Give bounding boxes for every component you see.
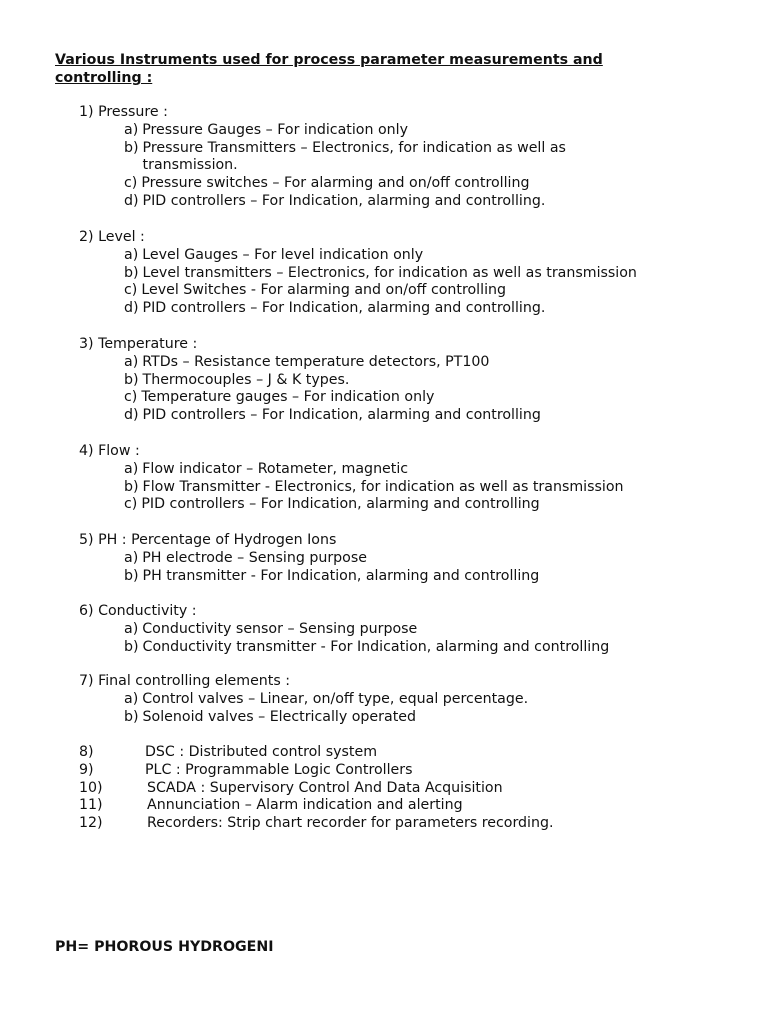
item-text: Pressure switches – For alarming and on/off controlling bbox=[141, 175, 530, 192]
item-marker: b) bbox=[124, 478, 139, 495]
item-marker: b) bbox=[124, 708, 139, 725]
item-number: 11) bbox=[79, 797, 103, 814]
item-marker: b) bbox=[124, 139, 139, 156]
list-item bbox=[124, 389, 759, 407]
item-list bbox=[79, 461, 759, 514]
item-marker: c) bbox=[124, 175, 138, 192]
list-item bbox=[124, 140, 759, 176]
item-text: Flow indicator – Rotameter, magnetic bbox=[142, 460, 409, 477]
list-item bbox=[79, 762, 759, 780]
item-text: Pressure Transmitters – Electronics, for indication as well as transmission. bbox=[142, 139, 566, 174]
list-item bbox=[124, 496, 759, 514]
list-item bbox=[124, 175, 759, 193]
section-ph bbox=[79, 532, 759, 585]
item-marker: a) bbox=[124, 353, 139, 370]
item-text: PID controllers – For Indication, alarming and controlling. bbox=[142, 300, 546, 317]
item-text: RTDs – Resistance temperature detectors, PT100 bbox=[142, 353, 490, 370]
section-flow bbox=[79, 443, 759, 514]
list-item bbox=[124, 193, 759, 211]
list-item bbox=[124, 247, 759, 265]
title-line-2: controlling : bbox=[55, 70, 153, 86]
item-list bbox=[79, 691, 759, 727]
list-item bbox=[124, 568, 759, 586]
item-marker: a) bbox=[124, 620, 139, 637]
item-text: PID controllers – For Indication, alarming and controlling bbox=[141, 496, 540, 513]
item-text: Control valves – Linear, on/off type, equal percentage. bbox=[142, 690, 529, 707]
list-item bbox=[124, 709, 759, 727]
document-title bbox=[55, 51, 695, 87]
list-item bbox=[124, 407, 759, 425]
numbered-list bbox=[79, 744, 759, 833]
list-item bbox=[124, 282, 759, 300]
list-item bbox=[124, 550, 759, 568]
section-heading: 1) Pressure : bbox=[79, 104, 168, 120]
section-heading: 4) Flow : bbox=[79, 443, 140, 459]
item-text: Conductivity transmitter - For Indication, alarming and controlling bbox=[142, 638, 610, 655]
item-marker: b) bbox=[124, 638, 139, 655]
section-temperature bbox=[79, 336, 759, 425]
item-list bbox=[79, 122, 759, 211]
item-marker: a) bbox=[124, 549, 139, 566]
item-list bbox=[79, 621, 759, 657]
item-text: Solenoid valves – Electrically operated bbox=[142, 708, 416, 725]
item-number: 9) bbox=[79, 761, 94, 778]
item-text: Thermocouples – J & K types. bbox=[142, 371, 350, 388]
list-item bbox=[79, 797, 759, 815]
item-marker: b) bbox=[124, 371, 139, 388]
item-marker: b) bbox=[124, 264, 139, 281]
item-text: PH transmitter - For Indication, alarming and controlling bbox=[142, 567, 540, 584]
list-item bbox=[124, 461, 759, 479]
item-text: PH electrode – Sensing purpose bbox=[142, 549, 367, 566]
item-text: PID controllers – For Indication, alarming and controlling bbox=[142, 407, 541, 424]
section-heading: 2) Level : bbox=[79, 229, 145, 245]
item-list bbox=[79, 550, 759, 586]
item-text: Annunciation – Alarm indication and alerting bbox=[147, 797, 463, 814]
list-item bbox=[124, 354, 759, 372]
section-conductivity bbox=[79, 603, 759, 656]
section-final-controlling-elements bbox=[79, 673, 759, 726]
item-marker: a) bbox=[124, 121, 139, 138]
item-text: Flow Transmitter - Electronics, for indication as well as transmission bbox=[142, 478, 624, 495]
item-text: Pressure Gauges – For indication only bbox=[142, 121, 408, 138]
item-marker: c) bbox=[124, 389, 138, 406]
item-text: Level transmitters – Electronics, for indication as well as transmission bbox=[142, 264, 637, 281]
item-marker: c) bbox=[124, 496, 138, 513]
list-item bbox=[124, 122, 759, 140]
item-text: Level Gauges – For level indication only bbox=[142, 246, 424, 263]
item-text: Recorders: Strip chart recorder for parameters recording. bbox=[147, 815, 554, 832]
item-text: PLC : Programmable Logic Controllers bbox=[145, 761, 413, 778]
list-item bbox=[79, 744, 759, 762]
title-line-1: Various Instruments used for process parameter measurements and bbox=[55, 52, 603, 68]
item-number: 8) bbox=[79, 744, 94, 760]
item-marker: d) bbox=[124, 192, 139, 209]
item-marker: c) bbox=[124, 282, 138, 299]
section-heading: 3) Temperature : bbox=[79, 336, 198, 352]
list-item bbox=[79, 780, 759, 798]
item-text: Level Switches - For alarming and on/off controlling bbox=[141, 282, 507, 299]
section-heading: 7) Final controlling elements : bbox=[79, 673, 291, 689]
footer-note: PH= PHOROUS HYDROGENI bbox=[55, 939, 274, 955]
section-level bbox=[79, 229, 759, 318]
list-item bbox=[79, 815, 759, 833]
item-text: SCADA : Supervisory Control And Data Acquisition bbox=[147, 779, 503, 796]
item-number: 10) bbox=[79, 779, 103, 796]
list-item bbox=[124, 265, 759, 283]
item-marker: d) bbox=[124, 407, 139, 424]
item-marker: d) bbox=[124, 300, 139, 317]
item-list bbox=[79, 354, 759, 425]
list-item bbox=[124, 639, 759, 657]
list-item bbox=[124, 691, 759, 709]
item-marker: b) bbox=[124, 567, 139, 584]
item-marker: a) bbox=[124, 690, 139, 707]
section-heading: 5) PH : Percentage of Hydrogen Ions bbox=[79, 532, 337, 548]
list-item bbox=[124, 479, 759, 497]
item-text: Temperature gauges – For indication only bbox=[141, 389, 435, 406]
item-marker: a) bbox=[124, 460, 139, 477]
item-marker: a) bbox=[124, 246, 139, 263]
item-text: Conductivity sensor – Sensing purpose bbox=[142, 620, 418, 637]
section-heading: 6) Conductivity : bbox=[79, 603, 197, 619]
item-text: PID controllers – For Indication, alarming and controlling. bbox=[142, 192, 546, 209]
item-number: 12) bbox=[79, 815, 103, 832]
list-item bbox=[124, 372, 759, 390]
list-item bbox=[124, 621, 759, 639]
list-item bbox=[124, 300, 759, 318]
item-text: DSC : Distributed control system bbox=[145, 744, 378, 760]
section-pressure bbox=[79, 104, 759, 211]
item-list bbox=[79, 247, 759, 318]
